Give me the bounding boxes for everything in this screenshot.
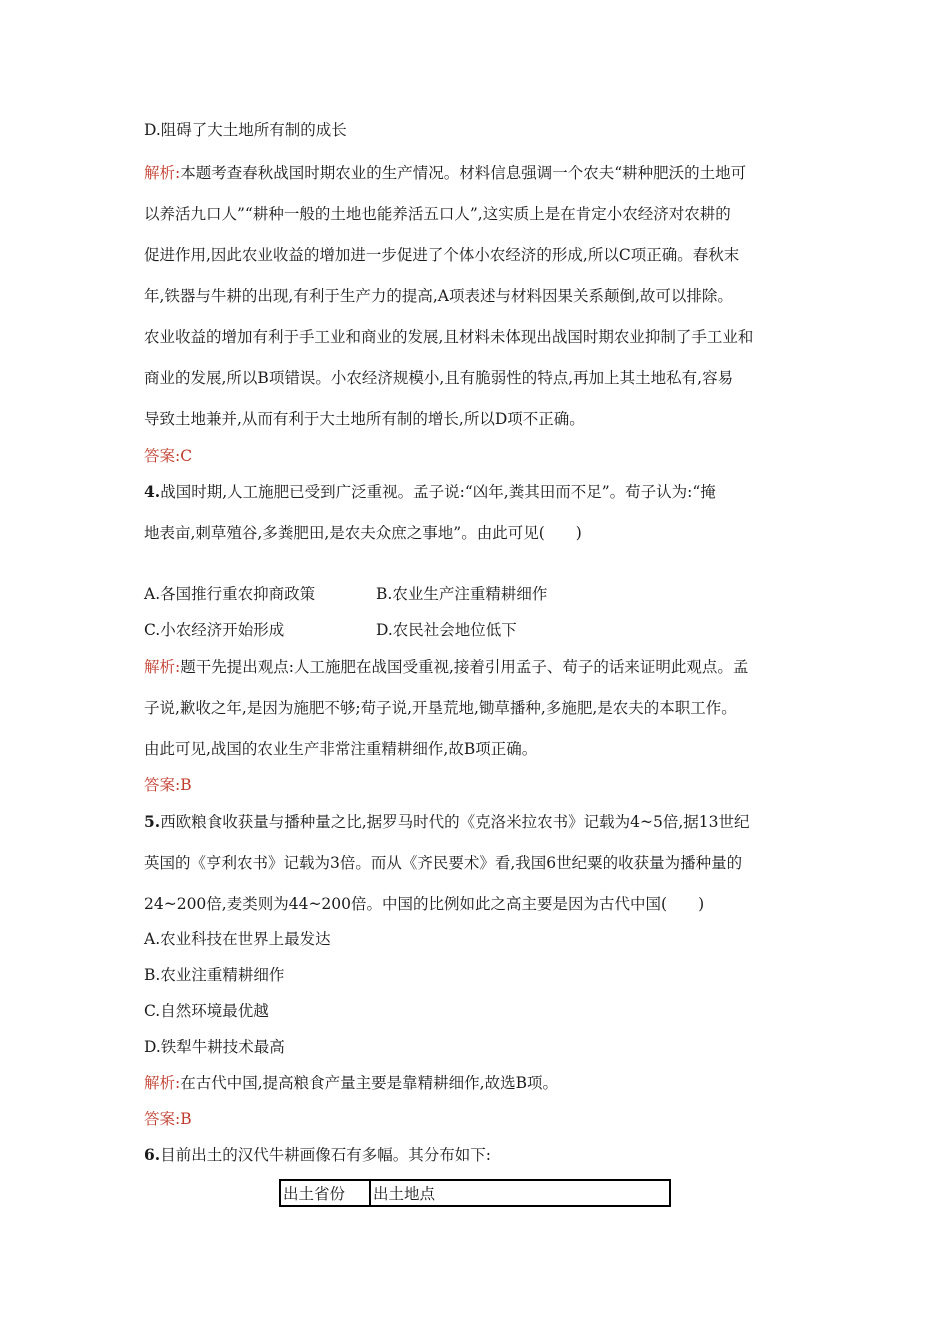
- q6-number: 6.: [144, 1145, 161, 1164]
- q4-analysis-line-2: 子说,歉收之年,是因为施肥不够;荀子说,开垦荒地,锄草播种,多施肥,是农夫的本职工作。: [144, 699, 737, 717]
- q3-answer: 答案:C: [144, 447, 193, 465]
- q3-analysis-line-1: 解析:本题考查春秋战国时期农业的生产情况。材料信息强调一个农夫“耕种肥沃的土地可: [144, 164, 747, 182]
- q6-stem: 6.目前出土的汉代牛耕画像石有多幅。其分布如下:: [144, 1145, 491, 1164]
- table-header-province: 出土省份: [280, 1180, 370, 1206]
- q4-option-d: D.农民社会地位低下: [376, 621, 517, 639]
- q5-stem-line-3: 24~200倍,麦类则为44~200倍。中国的比例如此之高主要是因为古代中国( ): [144, 895, 705, 913]
- table-header-row: [280, 1180, 670, 1206]
- q4-stem-line-2: 地表亩,刺草殖谷,多粪肥田,是农夫众庶之事地”。由此可见( ): [144, 524, 582, 542]
- q4-analysis-line-3: 由此可见,战国的农业生产非常注重精耕细作,故B项正确。: [144, 740, 538, 758]
- q5-analysis: 解析:在古代中国,提高粮食产量主要是靠精耕细作,故选B项。: [144, 1074, 558, 1092]
- q5-option-b: B.农业注重精耕细作: [144, 966, 285, 984]
- q5-option-d: D.铁犁牛耕技术最高: [144, 1038, 285, 1056]
- q4-stem-line-1: 4.战国时期,人工施肥已受到广泛重视。孟子说:“凶年,粪其田而不足”。荀子认为:“掩: [144, 482, 716, 501]
- q5-answer: 答案:B: [144, 1110, 192, 1128]
- q5-stem-line-1: 5.西欧粮食收获量与播种量之比,据罗马时代的《克洛米拉农书》记载为4~5倍,据13世纪: [144, 812, 750, 831]
- q6-findings-table: [279, 1179, 671, 1207]
- q4-options-row-2: [144, 618, 517, 642]
- q4-option-c: C.小农经济开始形成: [144, 621, 285, 639]
- q3-analysis-line-7: 导致土地兼并,从而有利于大土地所有制的增长,所以D项不正确。: [144, 410, 585, 428]
- q3-option-d: D.阻碍了大土地所有制的成长: [144, 121, 347, 139]
- q5-option-c: C.自然环境最优越: [144, 1002, 269, 1020]
- q4-number: 4.: [144, 482, 161, 501]
- q4-analysis-label: 解析:: [144, 658, 181, 676]
- q4-option-b: B.农业生产注重精耕细作: [376, 585, 548, 603]
- q5-analysis-label: 解析:: [144, 1074, 181, 1092]
- q4-option-a: A.各国推行重农抑商政策: [144, 585, 316, 603]
- q5-stem-line-2: 英国的《亨利农书》记载为3倍。而从《齐民要术》看,我国6世纪粟的收获量为播种量的: [144, 854, 743, 872]
- q3-analysis-line-5: 农业收益的增加有利于手工业和商业的发展,且材料未体现出战国时期农业抑制了手工业和: [144, 328, 754, 346]
- q4-analysis-line-1: 解析:题干先提出观点:人工施肥在战国受重视,接着引用孟子、荀子的话来证明此观点。孟: [144, 658, 749, 676]
- q5-number: 5.: [144, 812, 161, 831]
- q5-option-a: A.农业科技在世界上最发达: [144, 930, 331, 948]
- table-header-location: 出土地点: [370, 1180, 670, 1206]
- q3-analysis-line-4: 年,铁器与牛耕的出现,有利于生产力的提高,A项表述与材料因果关系颠倒,故可以排除。: [144, 287, 733, 305]
- q3-analysis-label: 解析:: [144, 164, 181, 182]
- q4-answer: 答案:B: [144, 776, 192, 794]
- q3-analysis-line-2: 以养活九口人”“耕种一般的土地也能养活五口人”,这实质上是在肯定小农经济对农耕的: [144, 205, 731, 223]
- q3-analysis-line-3: 促进作用,因此农业收益的增加进一步促进了个体小农经济的形成,所以C项正确。春秋末: [144, 246, 740, 264]
- q4-options-row-1: [144, 582, 547, 606]
- q3-analysis-line-6: 商业的发展,所以B项错误。小农经济规模小,且有脆弱性的特点,再加上其土地私有,容易: [144, 369, 734, 387]
